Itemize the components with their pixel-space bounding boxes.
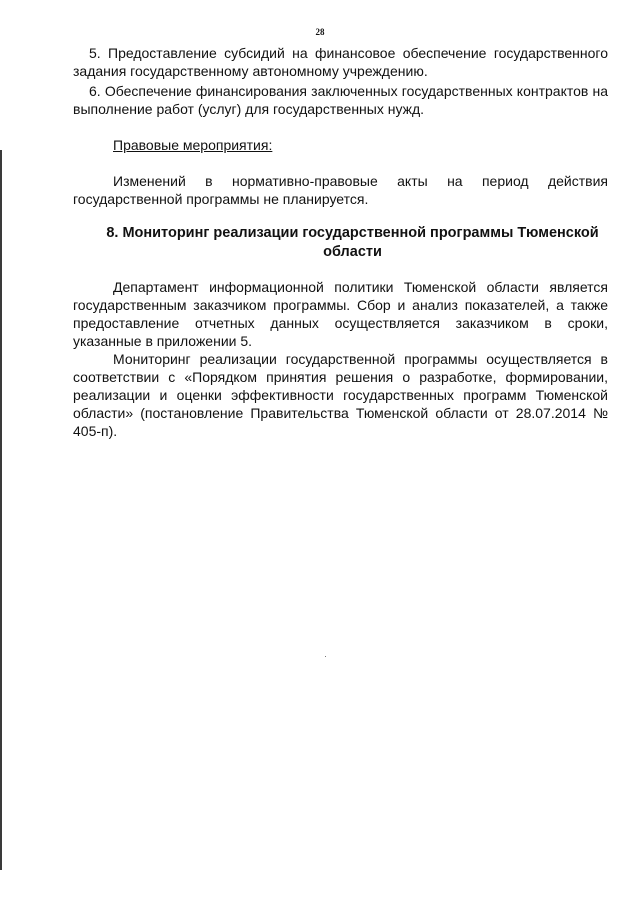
section-heading: 8. Мониторинг реализации государственной программы Тюменской области xyxy=(106,225,599,260)
legal-measures-heading: Правовые мероприятия: xyxy=(113,137,273,153)
scan-speck xyxy=(325,656,326,657)
scan-edge-line xyxy=(0,150,2,870)
legal-measures-text: Изменений в нормативно-правовые акты на период действия государственной программы не планируется. xyxy=(73,173,608,207)
list-item-6: 6. Обеспечение финансирования заключенных государственных контрактов на выполнение работ (услуг) для государственных нужд. xyxy=(73,83,608,117)
page-number: 28 xyxy=(315,27,325,37)
page-content xyxy=(73,44,608,440)
section-paragraph: Департамент информационной политики Тюменской области является государственным заказчиком программы. Сбор и анализ показателей, а также предоставление отчетных данных осуществляется заказчиком в сроки, указанные в приложении 5. xyxy=(73,279,608,349)
section-paragraph: Мониторинг реализации государственной программы осуществляется в соответствии с «Порядком принятия решения о разработке, формировании, реализации и оценки эффективности государственных программ Тюменской области» (постановление Правительства Тюменской области от 28.07.2014 № 405-п). xyxy=(73,351,608,439)
list-item-5: 5. Предоставление субсидий на финансовое обеспечение государственного задания государственному автономному учреждению. xyxy=(73,45,608,79)
